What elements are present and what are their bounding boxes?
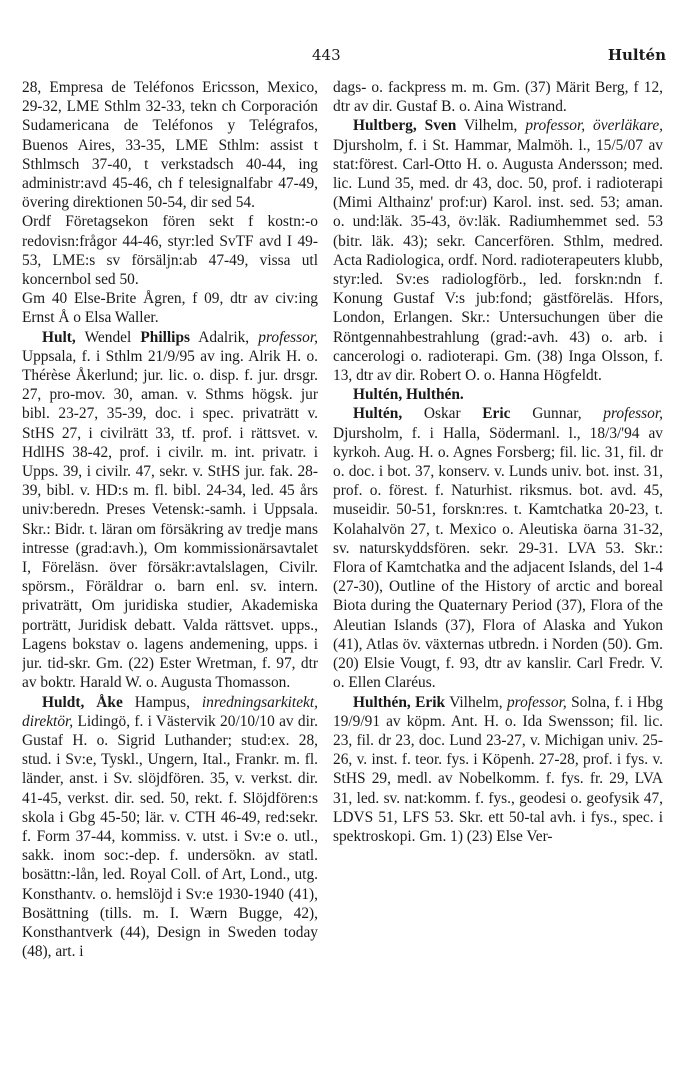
entry-hulten <box>333 404 663 692</box>
entry-given-names: Wendel <box>75 328 141 346</box>
continued-entry-text: Ordf Företagsekon fören sekt f kostn:-o redovisn:frågor 44-46, styr:led SvTF avd I 49-53, LME:s sv försäljn:ab 47-49, vissa utl koncernbol sed 50. <box>22 213 318 289</box>
entry-title: inredningsarkitekt, direktör, <box>22 693 318 730</box>
continued-entry-text: Gm 40 Else-Brite Ågren, f 09, dtr av civ:ing Ernst Å o Elsa Waller. <box>22 290 318 327</box>
entry-body: Solna, f. i Hbg 19/9/91 av köpm. Ant. H. o. Ida Swensson; fil. lic. 23, fil. dr 23, doc. Lund 23-27, v. Michigan univ. 25-26, v. inst. f. teor. fys. i Köpenh. 27-28, prof. i fys. v. StHS 29, medl. av Nobelkomm. f. fys. fr. 29, LVA 31, led. sv. nat:komm. f. fys., geodesi o. geofysik 47, LDVS 51, LFS 53. Skr. ett 50-tal avh. i fys., spec. i spektroskopi. Gm. 1) (23) Else Ver- <box>333 693 663 845</box>
entry-surname: Huldt, Åke <box>42 693 123 711</box>
entry-given-names: Vilhelm, <box>445 693 507 711</box>
entry-given-names: Adalrik, <box>190 328 259 346</box>
entry-body: Lidingö, f. i Västervik 20/10/10 av dir. Gustaf H. o. Sigrid Luthander; stud:ex. 28, stud. i Sv:e, Tyskl., Ungern, Ital., Frankr. m. fl. länder, anst. i Sv. slöjdfören. 35, v. verkst. dir. 41-45, verkst. dir. sed. 50, rekt. f. Slöjdfören:s skola i Gbg 45-50; lär. v. CTH 46-49, red:sekr. f. Form 37-44, kommiss. v. utst. i Sv:e o. utl., sakk. inom soc:-dep. f. undersökn. av statl. bosättn:-lån, led. Royal Coll. of Art, Lond., utg. Konsthantv. o. hemslöjd i Sv:e 1930-1940 (41), Bosättning (tills. m. I. Wærn Bugge, 42), Konsthantverk (44), Design in Sweden today (48), art. i <box>22 712 318 961</box>
entry-hultberg <box>333 116 663 385</box>
entry-surname: Hultén, <box>353 405 403 423</box>
entry-given-names: Hampus, <box>122 693 202 711</box>
entry-given-names: Vilhelm, <box>456 117 526 135</box>
entry-hulthen <box>333 693 663 847</box>
continued-entry-text: dags- o. fackpress m. m. Gm. (37) Märit Berg, f 12, dtr av dir. Gustaf B. o. Aina Wistrand. <box>333 79 663 116</box>
page-number: 443 <box>312 46 341 64</box>
entry-title: professor, <box>258 328 318 346</box>
entry-call-name: Eric <box>482 405 511 423</box>
right-column <box>333 78 663 1068</box>
entry-surname: Hult, <box>42 328 76 346</box>
entry-surname: Hultberg, Sven <box>353 117 457 135</box>
page-header <box>0 46 688 68</box>
entry-hult <box>22 328 318 693</box>
entry-call-name: Phillips <box>140 328 190 346</box>
entry-surname: Hulthén, Erik <box>353 693 446 711</box>
left-column <box>22 78 318 1068</box>
entry-body: Djursholm, f. i Halla, Södermanl. l., 18/3/'94 av kyrkoh. Aug. H. o. Agnes Forsberg; fil. lic. 31, fil. dr o. doc. i bot. 37, konserv. v. Lunds univ. bot. inst. 31, prof. o. förest. f. Naturhist. riksmus. bot. avd. 45, museidir. 50-51, forskn:res. t. Kamtchatka 20-23, t. Kolahalvön 27, t. Mexico o. Aleutiska öarna 31-32, sv. naturskyddsfören. sekr. 29-31. LVA 53. Skr.: Flora of Kamtchatka and the adjacent Islands, del 1-4 (27-30), Outline of the History of arctic and boreal Biota during the Quaternary Period (37), Flora of the Aleutian Islands (37), Flora of Alaska and Yukon (41), Atlas öv. växternas utbredn. i Norden (50). Gm. (20) Elsie Vougt, f. 93, dtr av kanslir. Carl Fredr. V. o. Ellen Claréus. <box>333 424 663 692</box>
section-subheading: Hultén, Hulthén. <box>353 386 464 404</box>
entry-body: Djursholm, f. i St. Hammar, Malmöh. l., 15/5/07 av stat:förest. Carl-Otto H. o. Augusta Andersson; med. lic. Lund 35, med. dr 43, doc. 50, prof. i radioterapi (Mimi Althainz' prof:ur) Karol. inst. sed. 53; aman. o. und:läk. 35-43, öv:läk. Radiumhemmet sed. 53 (bitr. läk. 43); sekr. Cancerfören. Sthlm, medred. Acta Radiologica, ordf. Nord. radioterapeuters klubb, styr:led. Sv:es radiologförb., led. forskn:ndn f. Konung Gustaf V:s jub:fond; gästföreläs. Hfors, London, Erlangen. Skr.: Untersuchungen über die Röntgennahbestrahlung (grad:-avh. 43) o. arb. i cancerologi o. radioterapi. Gm. (38) Inga Olsson, f. 13, dtr av dir. Robert O. o. Hanna Högfeldt. <box>333 136 663 385</box>
running-head: Hultén <box>607 46 666 64</box>
entry-title: professor, överläkare, <box>525 117 663 135</box>
entry-title: professor, <box>506 693 567 711</box>
entry-given-names: Gunnar, <box>510 405 604 423</box>
entry-title: professor, <box>603 405 663 423</box>
continued-entry-text: 28, Empresa de Teléfonos Ericsson, Mexico, 29-32, LME Sthlm 32-33, tekn ch Corporación Sudamericana de Teléfonos y Telégrafos, Buenos Aires, 33-35, LME Sthlm: assist t Sthlmsch 37-40, t verkstadsch 40-44, ing administr:avd 45-46, ch f telesignalfabr 47-49, övering direktionen 50-54, dir sed 54. <box>22 79 318 212</box>
entry-given-names: Oskar <box>402 405 483 423</box>
entry-huldt <box>22 693 318 962</box>
entry-body: Uppsala, f. i Sthlm 21/9/95 av ing. Alrik H. o. Thérèse Åkerlund; jur. lic. o. disp. f. jur. drsgr. 27, pro-mov. 30, aman. v. Sthms högsk. jur bibl. 23-27, 35-39, doc. i spec. privaträtt v. StHS 27, i civilrätt 33, tf. prof. i rättsvet. v. HdlHS 38-42, prof. i civilr. m. int. privatr. i Upps. 39, i civilr. 47, sekr. v. StHS jur. fak. 28-39, bibl. v. HD:s m. fl. bibl. 24-34, led. 45 års univ:beredn. Preses Vetensk:-samh. i Uppsala. Skr.: Bidr. t. läran om försäkring av tredje mans intresse (grad:avh.), Om kommissionärsavtalet I, Föreläsn. över försäkr:avtalslagen, Civilr. spörsm., Föräldrar o. barn enl. sv. intern. privaträtt, Om juridiska studier, Akademiska porträtt, Juridisk debatt. Valda rättsvet. upps., Lagens bokstav o. lagens andemening, upps. i jur. tid-skr. Gm. (22) Ester Wretman, f. 97, dtr av boktr. Harald W. o. Augusta Thomasson. <box>22 347 318 692</box>
